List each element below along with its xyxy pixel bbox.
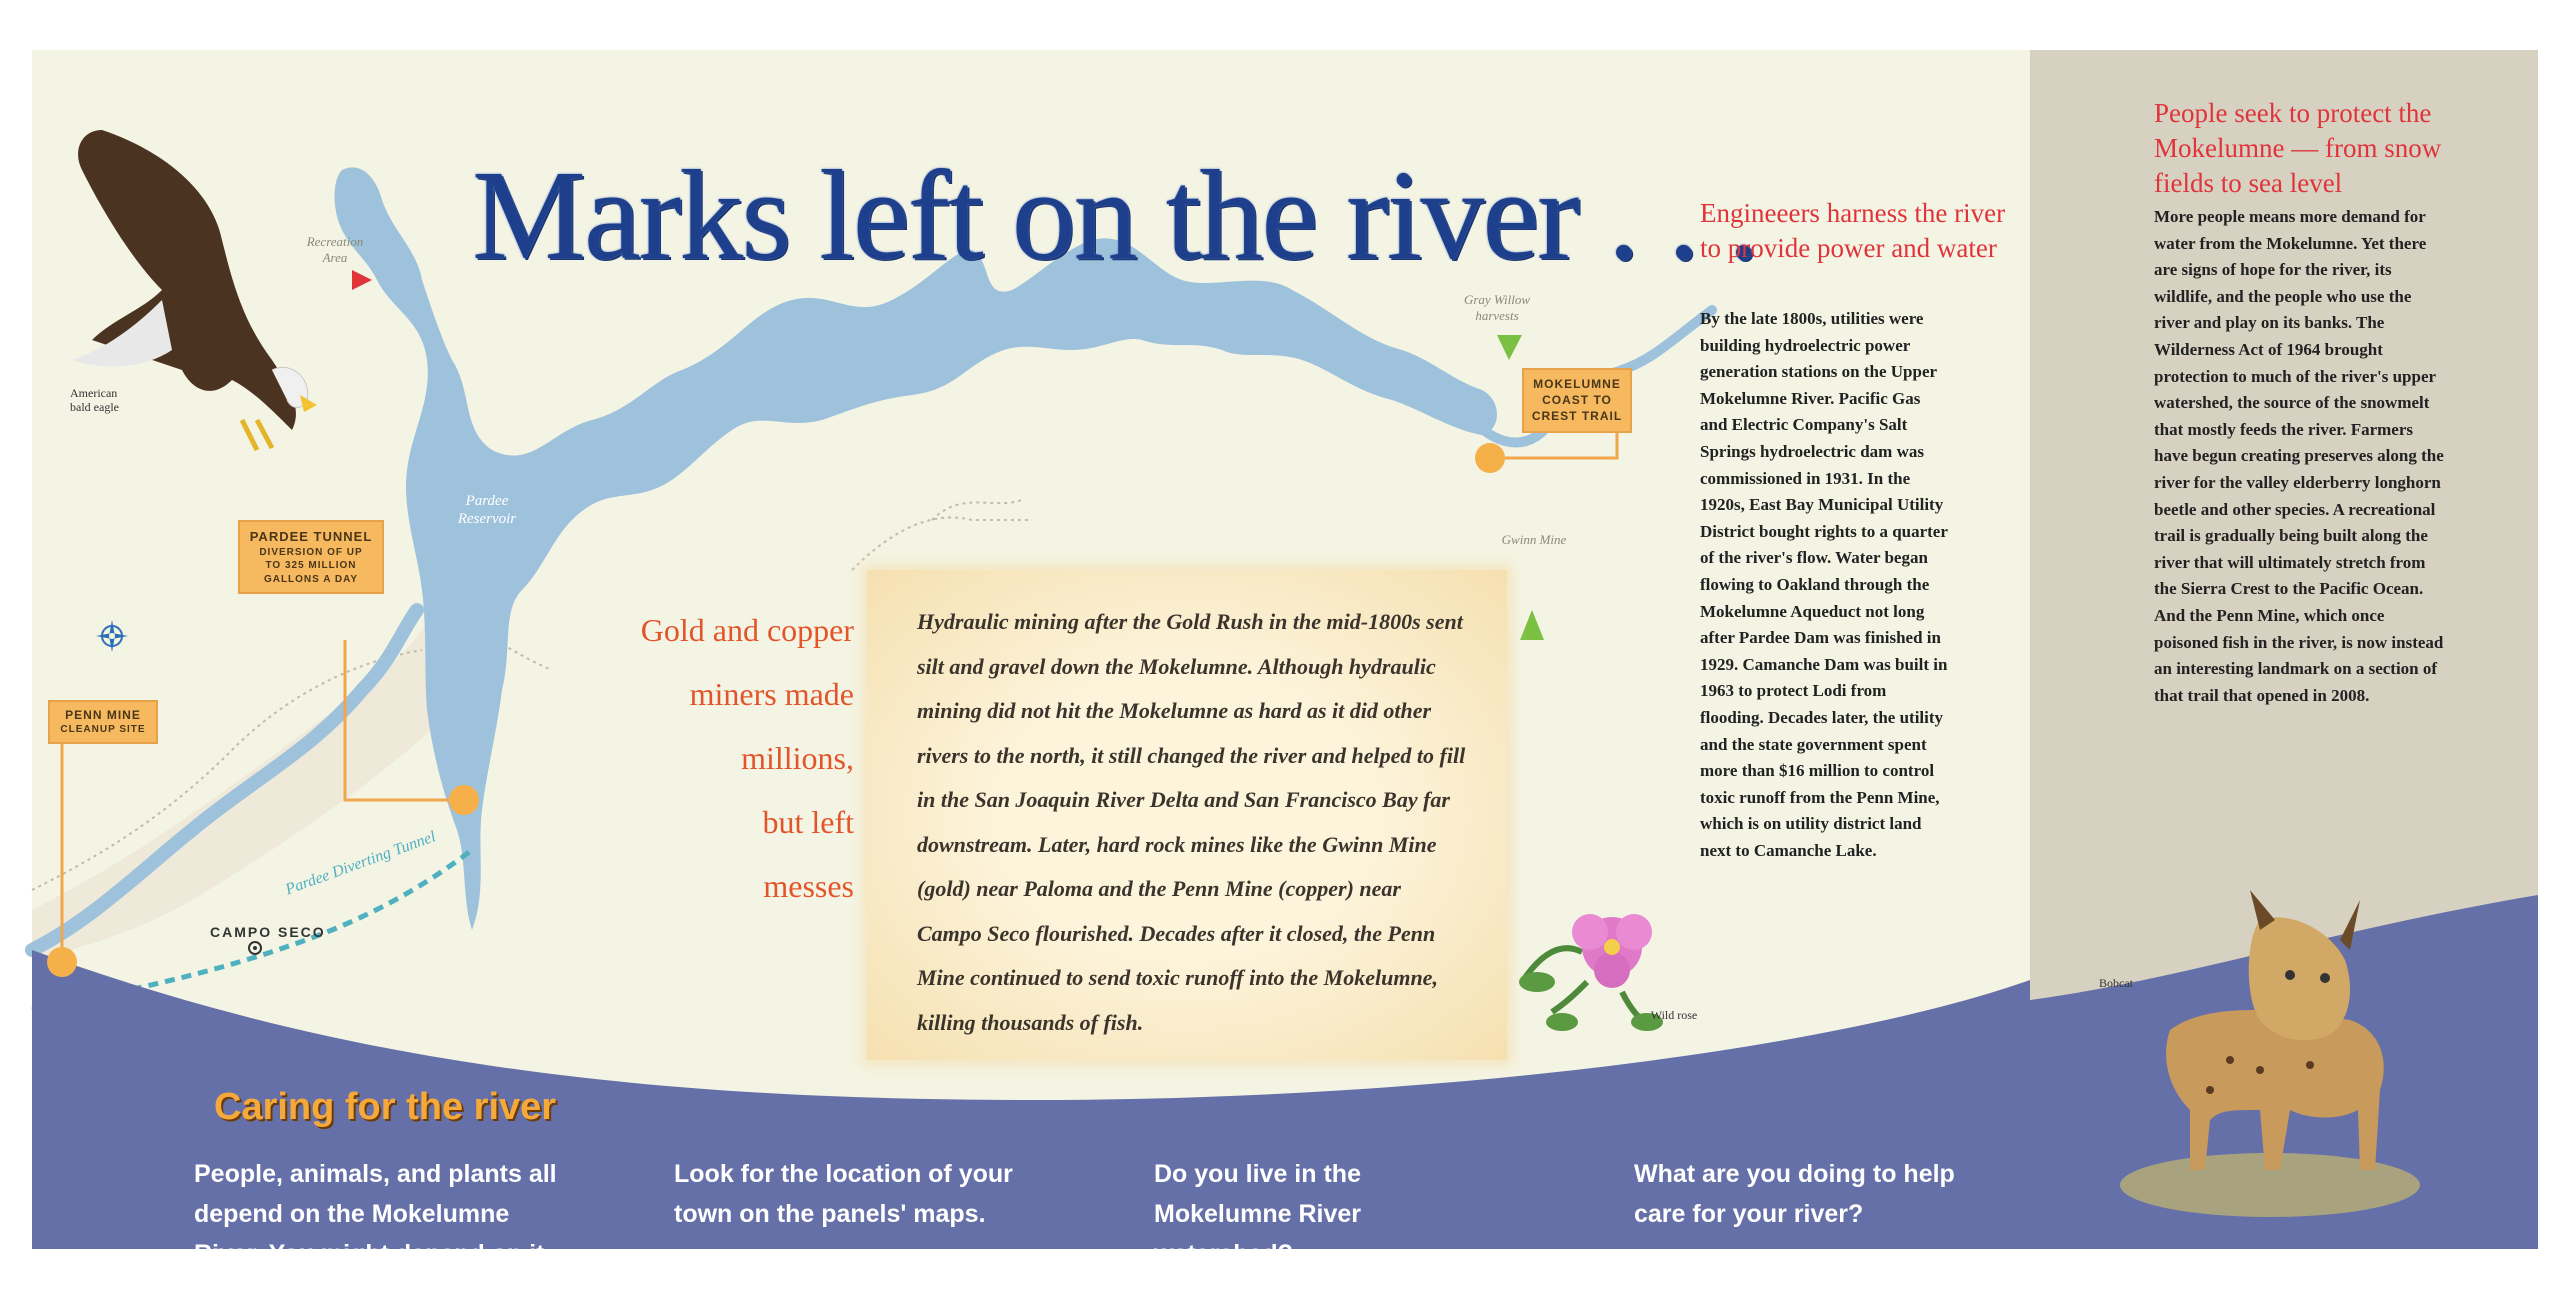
- engineers-heading: Engineeers harness the river to provide power and water: [1700, 198, 2006, 264]
- engineers-body: By the late 1800s, utilities were building hydroelectric power generation stations on the Upper Mokelumne River. Pacific Gas and Electric Company's Salt Springs hydroelectric dam was commissioned in 1931. In the 1920s, East Bay Municipal Utility District bought rights to a quarter of the river's flow. Water began flowing to Oakland through the Mokelumne Aqueduct not long after Pardee Dam was finished in 1929. Camanche Dam was built in 1963 to protect Lodi from flooding. Decades later, the utility and the state government spent more than $16 million to control toxic runoff from the Penn Mine, which is on utility district land next to Camanche Lake.: [1700, 309, 1948, 860]
- main-panel: [32, 50, 2030, 1308]
- compass-icon: [96, 620, 128, 652]
- caring-title: Caring for the river: [214, 1086, 557, 1128]
- pardee-tunnel-box: PARDEE TUNNEL DIVERSION OF UP TO 325 MILLION GALLONS A DAY: [238, 520, 384, 594]
- triangle-marker-icon: [1497, 335, 1522, 360]
- pardee-reservoir-label: Pardee Reservoir: [457, 493, 517, 527]
- pardee-dam-dot: [449, 785, 479, 815]
- campo-seco-label: CAMPO SECO: [210, 924, 326, 940]
- bobcat-illustration: [2110, 860, 2430, 1230]
- caring-item: People, animals, and plants all depend on the Mokelumne River. You might depend on it as well.: [194, 1160, 557, 1308]
- flag-icon: [352, 270, 372, 290]
- people-body: More people means more demand for water from the Mokelumne. Yet there are signs of hope for the river, its wildlife, and the people who use the river and play on its banks. The Wilderness Act of 1964 brought protection to much of the river's upper watershed, the source of the snowmelt that mostly feeds the river. Farmers have begun creating preserves along the river for the valley elderberry longhorn beetle and other species. A recreational trail is gradually being built along the river that will ultimately stretch from the Sierra Crest to the Pacific Ocean. And the Penn Mine, which once poisoned fish in the river, is now instead an interesting landmark on a section of that trail that opened in 2008.: [2154, 207, 2444, 705]
- mokelumne-trail-box: MOKELUMNE COAST TO CREST TRAIL: [1522, 368, 1632, 433]
- caring-item: Look for the location of your town on the panels' maps.: [674, 1160, 1013, 1228]
- gold-copper-text: Gold and copper miners made millions, but left messes: [640, 612, 854, 904]
- people-heading: People seek to protect the Mokelumne — from snow fields to sea level: [2154, 98, 2442, 199]
- penn-mine-dot: [47, 947, 77, 977]
- page-title: Marks left on the river . . .: [472, 144, 1758, 286]
- rose-caption: Wild rose: [1650, 1008, 1698, 1022]
- hydraulic-mining-text: Hydraulic mining after the Gold Rush in the mid-1800s sent silt and gravel down the Mokelumne. Although hydraulic mining did not hit the Mokelumne as hard as it did other rivers to the north, it still changed the river and helped to fill in the San Joaquin River Delta and San Francisco Bay far downstream. Later, hard rock mines like the Gwinn Mine (gold) near Paloma and the Penn Mine (copper) near Campo Seco flourished. Decades after it closed, the Penn Mine continued to send toxic runoff into the Mokelumne, killing thousands of fish.: [917, 609, 1466, 1035]
- gwinn-mine-label: Gwinn Mine: [1501, 532, 1567, 547]
- eagle-caption: American bald eagle: [70, 386, 119, 415]
- trail-dot: [1475, 443, 1505, 473]
- hydraulic-mining-box: [867, 570, 1507, 1060]
- gray-willow-label: Gray Willow harvests: [1463, 292, 1531, 323]
- side-panel: [2030, 50, 2538, 1249]
- caring-item: What are you doing to help care for your river?: [1634, 1160, 1955, 1228]
- recreation-area-label: Recreation Area: [306, 234, 364, 265]
- tunnel-label: Pardee Diverting Tunnel: [283, 828, 438, 899]
- caring-item: Do you live in the Mokelumne River watershed?: [1154, 1160, 1362, 1268]
- penn-mine-box: PENN MINE CLEANUP SITE: [48, 700, 158, 744]
- triangle-marker-icon: [1520, 610, 1544, 640]
- bobcat-caption: Bobcat: [2099, 976, 2133, 990]
